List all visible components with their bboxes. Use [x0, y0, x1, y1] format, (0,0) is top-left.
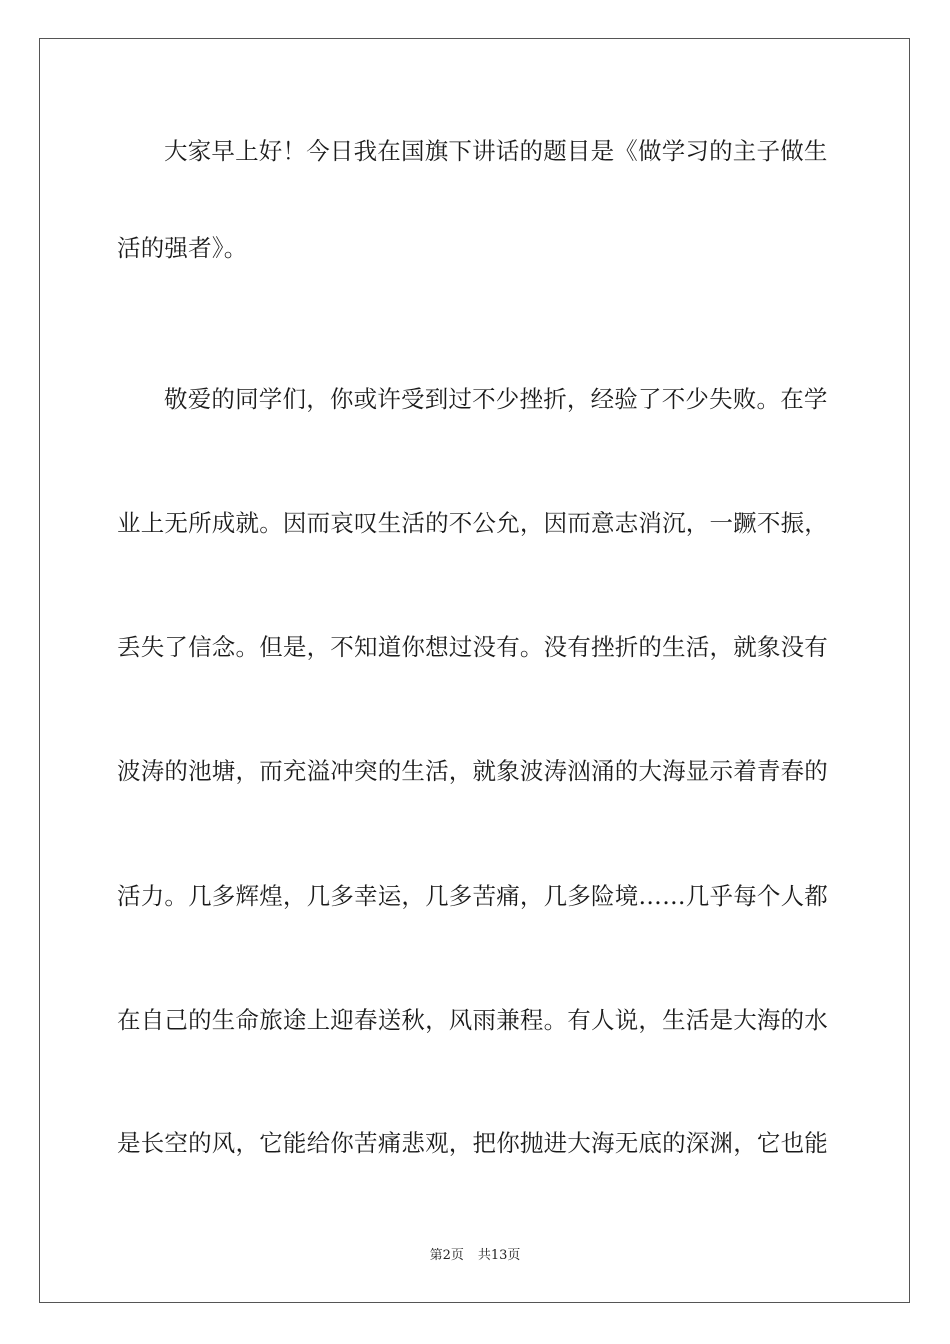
- paragraph-1-line-1: 大家早上好！今日我在国旗下讲话的题目是《做学习的主子做生: [164, 137, 828, 165]
- paragraph-2-line-5: 活力。几多辉煌，几多幸运，几多苦痛，几多险境……几乎每个人都: [117, 882, 828, 910]
- paragraph-2-line-4: 波涛的池塘，而充溢冲突的生活，就象波涛汹涌的大海显示着青春的: [117, 757, 828, 785]
- page-border: [39, 38, 910, 1303]
- paragraph-2-line-1: 敬爱的同学们，你或许受到过不少挫折，经验了不少失败。在学: [164, 385, 828, 413]
- paragraph-1-line-2: 活的强者》。: [117, 234, 248, 262]
- page-number: 第2页: [429, 1248, 464, 1263]
- page-total: 共13页: [477, 1248, 521, 1263]
- page-footer: [0, 1247, 950, 1265]
- paragraph-2-line-2: 业上无所成就。因而哀叹生活的不公允，因而意志消沉，一蹶不振，: [117, 509, 828, 537]
- paragraph-2-line-7: 是长空的风，它能给你苦痛悲观，把你抛进大海无底的深渊，它也能: [117, 1129, 828, 1157]
- paragraph-2-line-6: 在自己的生命旅途上迎春送秋，风雨兼程。有人说，生活是大海的水: [117, 1006, 828, 1034]
- paragraph-2-line-3: 丢失了信念。但是，不知道你想过没有。没有挫折的生活，就象没有: [117, 633, 828, 661]
